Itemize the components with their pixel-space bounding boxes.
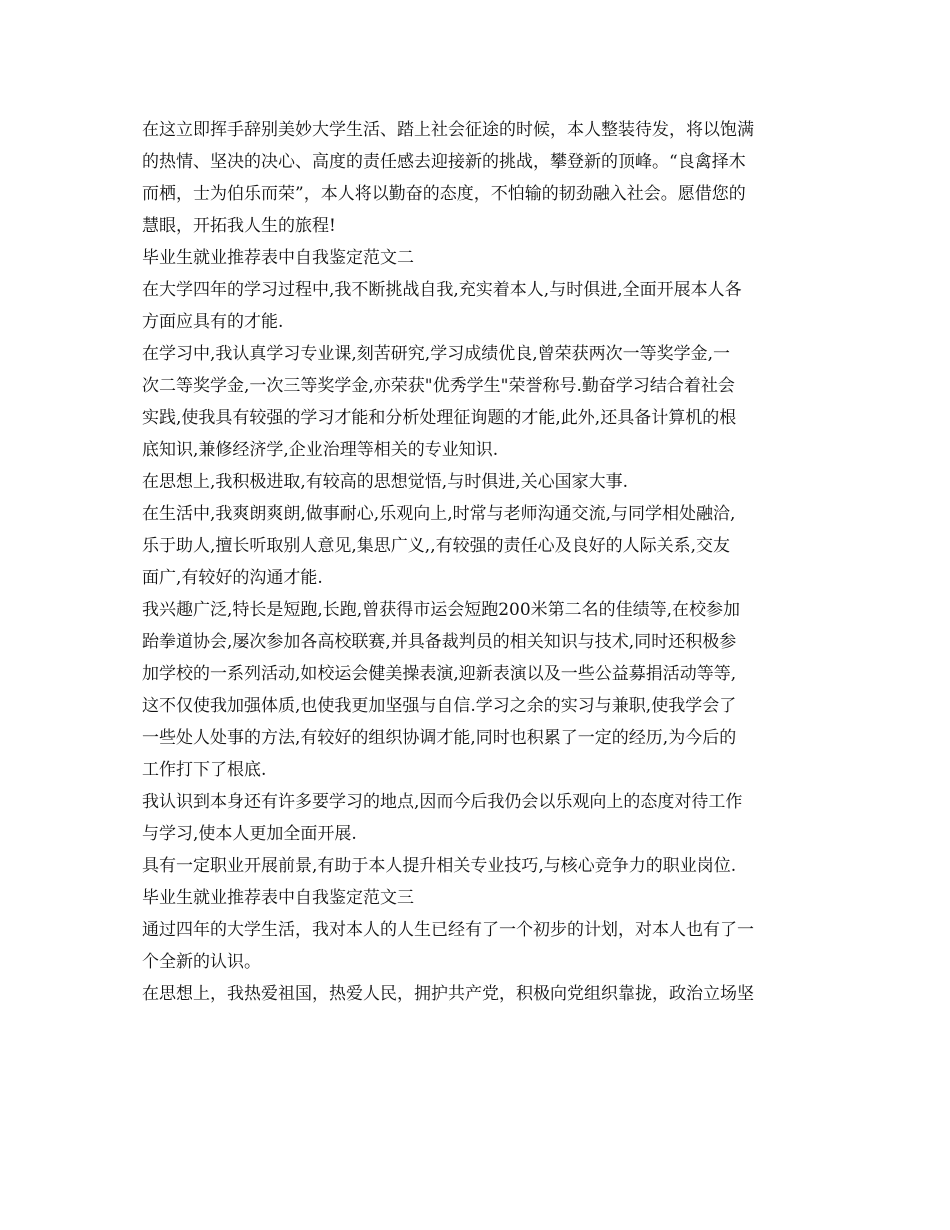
paragraph-line: 在这立即挥手辞别美妙大学生活、踏上社会征途的时候，本人整装待发，将以饱满 bbox=[142, 120, 754, 140]
paragraph-line: 与学习,使本人更加全面开展. bbox=[142, 824, 357, 844]
paragraph-line: 在思想上，我热爱祖国，热爱人民，拥护共产党，积极向党组织靠拢，政治立场坚 bbox=[142, 984, 754, 1004]
paragraph-line: 跆拳道协会,屡次参加各高校联赛,并具备裁判员的相关知识与技术,同时还积极参 bbox=[142, 632, 737, 652]
paragraph-line: 通过四年的大学生活，我对本人的人生已经有了一个初步的计划，对本人也有了一 bbox=[142, 920, 754, 940]
paragraph-line: 这不仅使我加强体质,也使我更加坚强与自信.学习之余的实习与兼职,使我学会了 bbox=[142, 696, 737, 716]
paragraph-line: 面广,有较好的沟通才能. bbox=[142, 568, 323, 588]
paragraph-line: 具有一定职业开展前景,有助于本人提升相关专业技巧,与核心竞争力的职业岗位. bbox=[142, 856, 737, 876]
paragraph-line: 在思想上,我积极进取,有较高的思想觉悟,与时俱进,关心国家大事. bbox=[142, 472, 629, 492]
paragraph-line: 的热情、坚决的决心、高度的责任感去迎接新的挑战，攀登新的顶峰。“良禽择木 bbox=[142, 152, 746, 172]
paragraph-line: 底知识,兼修经济学,企业治理等相关的专业知识. bbox=[142, 440, 499, 460]
paragraph-line: 而栖，士为伯乐而荣”，本人将以勤奋的态度，不怕输的韧劲融入社会。愿借您的 bbox=[142, 184, 746, 204]
section-heading: 毕业生就业推荐表中自我鉴定范文三 bbox=[142, 888, 414, 908]
paragraph-line: 方面应具有的才能. bbox=[142, 312, 284, 332]
paragraph-line: 在生活中,我爽朗爽朗,做事耐心,乐观向上,时常与老师沟通交流,与同学相处融洽, bbox=[142, 504, 736, 524]
paragraph-line: 慧眼，开拓我人生的旅程! bbox=[142, 216, 336, 236]
paragraph-line: 加学校的一系列活动,如校运会健美操表演,迎新表演以及一些公益募捐活动等等, bbox=[142, 664, 737, 684]
paragraph-line: 工作打下了根底. bbox=[142, 760, 267, 780]
section-heading: 毕业生就业推荐表中自我鉴定范文二 bbox=[142, 248, 414, 268]
paragraph-line: 在大学四年的学习过程中,我不断挑战自我,充实着本人,与时俱进,全面开展本人各 bbox=[142, 280, 742, 300]
paragraph-line: 我认识到本身还有许多要学习的地点,因而今后我仍会以乐观向上的态度对待工作 bbox=[142, 792, 743, 812]
paragraph-line: 乐于助人,擅长听取别人意见,集思广义,,有较强的责任心及良好的人际关系,交友 bbox=[142, 536, 731, 556]
document-body bbox=[142, 114, 814, 1010]
paragraph-line: 个全新的认识。 bbox=[142, 952, 261, 972]
paragraph-line: 在学习中,我认真学习专业课,刻苦研究,学习成绩优良,曾荣获两次一等奖学金,一 bbox=[142, 344, 731, 364]
paragraph-line: 次二等奖学金,一次三等奖学金,亦荣获"优秀学生"荣誉称号.勤奋学习结合着社会 bbox=[142, 376, 735, 396]
paragraph-line: 实践,使我具有较强的学习才能和分析处理征询题的才能,此外,还具备计算机的根 bbox=[142, 408, 737, 428]
paragraph-line: 一些处人处事的方法,有较好的组织协调才能,同时也积累了一定的经历,为今后的 bbox=[142, 728, 737, 748]
paragraph-line: 我兴趣广泛,特长是短跑,长跑,曾获得市运会短跑200米第二名的佳绩等,在校参加 bbox=[142, 600, 741, 620]
